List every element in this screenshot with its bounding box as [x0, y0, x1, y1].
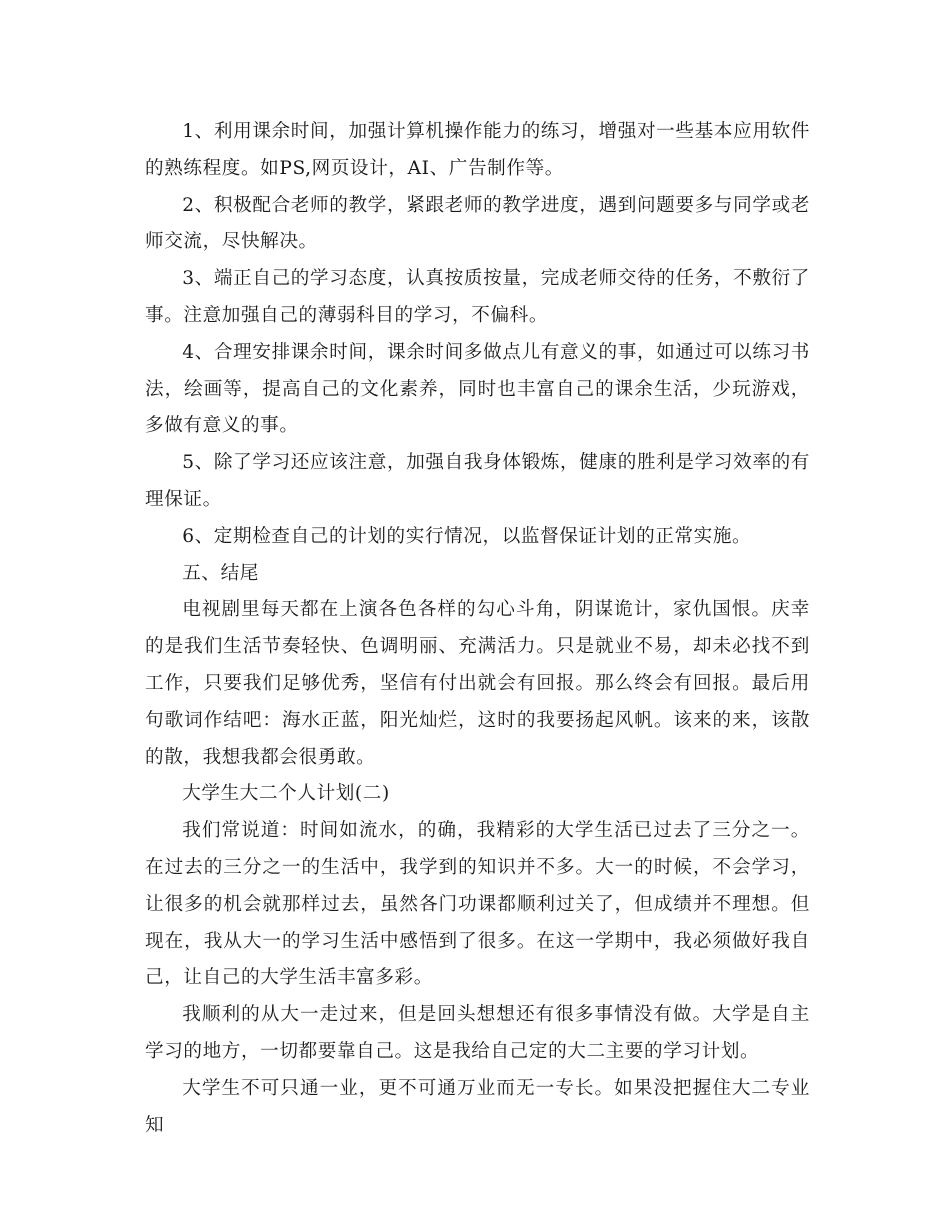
section-heading-conclusion: 五、结尾 — [182, 562, 259, 584]
paragraph-study-item-4: 4、合理安排课余时间，课余时间多做点儿有意义的事，如通过可以练习书法，绘画等，提高自己的文化素养，同时也丰富自己的课余生活，少玩游戏，多做有意义的事。 — [145, 341, 810, 437]
paragraph-study-item-3: 3、端正自己的学习态度，认真按质按量，完成老师交待的任务，不敷衍了事。注意加强自己的薄弱科目的学习，不偏科。 — [145, 268, 810, 326]
paragraph-conclusion: 电视剧里每天都在上演各色各样的勾心斗角，阴谋诡计，家仇国恨。庆幸的是我们生活节奏轻快、色调明丽、充满活力。只是就业不易，却未必找不到工作，只要我们足够优秀，坚信有付出就会有回报。那么终会有回报。最后用句歌词作结吧：海水正蓝，阳光灿烂，这时的我要扬起风帆。该来的来，该散的散，我想我都会很勇敢。 — [145, 599, 810, 768]
paragraph-plan-specialty: 大学生不可只通一业，更不可通万业而无一专长。如果没把握住大二专业知 — [145, 1077, 810, 1136]
paragraph-plan-intro: 我们常说道：时间如流水，的确，我精彩的大学生活已过去了三分之一。在过去的三分之一的生活中，我学到的知识并不多。大一的时候，不会学习，让很多的机会就那样过去，虽然各门功课都顺利过关了，但成绩并不理想。但现在，我从大一的学习生活中感悟到了很多。在这一学期中，我必须做好我自己，让自己的大学生活丰富多彩。 — [145, 820, 810, 989]
paragraph-study-item-2: 2、积极配合老师的教学，紧跟老师的教学进度，遇到问题要多与同学或老师交流，尽快解决。 — [145, 194, 810, 253]
paragraph-plan-reflection: 我顺利的从大一走过来，但是回头想想还有很多事情没有做。大学是自主学习的地方，一切都要靠自己。这是我给自己定的大二主要的学习计划。 — [145, 1004, 810, 1062]
section-title-plan-two: 大学生大二个人计划(二) — [182, 783, 390, 805]
document-page — [145, 114, 810, 1144]
paragraph-study-item-5: 5、除了学习还应该注意，加强自我身体锻炼，健康的胜利是学习效率的有理保证。 — [145, 452, 810, 510]
paragraph-study-item-1: 1、利用课余时间，加强计算机操作能力的练习，增强对一些基本应用软件的熟练程度。如PS,网页设计，AI、广告制作等。 — [145, 121, 810, 179]
paragraph-study-item-6: 6、定期检查自己的计划的实行情况，以监督保证计划的正常实施。 — [182, 525, 752, 547]
